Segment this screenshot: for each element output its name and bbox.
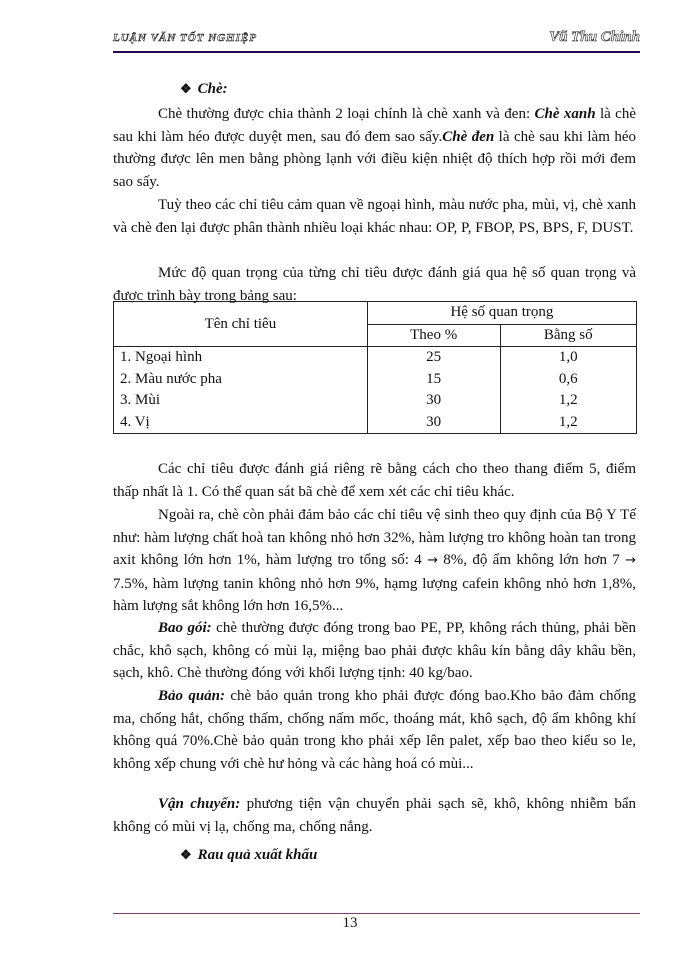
table-cell-number: 1,2	[500, 390, 636, 411]
importance-coefficient-table	[113, 301, 637, 434]
paragraph-tea-grades: Tuỳ theo các chỉ tiêu cảm quan về ngoại hình, màu nước pha, mùi, vị, chè xanh và chè đen lại được phân thành nhiều loại khác nhau: OP, P, FBOP, PS, BPS, F, DUST.	[113, 197, 636, 236]
paragraph-storage: Bảo quản: chè bảo quản trong kho phải được đóng bao.Kho bảo đảm chống ma, chống hắt, chống thấm, chống nấm mốc, thoáng mát, khô sạch, độ ẩm không khí không quá 70%.Chè bảo quản trong kho phải xếp lên palet, xếp bao theo kiểu so le, không xếp chung với chè hư hỏng và các hàng hoá có mùi...	[113, 688, 636, 772]
table-cell-number: 1,2	[500, 411, 636, 433]
label-transport: Vận chuyển:	[158, 796, 241, 812]
table-cell-percent: 15	[367, 369, 500, 390]
footer-divider	[113, 913, 640, 914]
header-thesis-title: LUẬN VĂN TỐT NGHIỆP	[113, 32, 257, 44]
paragraph-scoring: Các chỉ tiêu được đánh giá riêng rẽ bằng cách cho theo thang điểm 5, điểm thấp nhất là 1. Có thể quan sát bã chè để xem xét các chỉ tiêu khác.	[113, 461, 636, 500]
table-header-number: Bằng số	[500, 324, 636, 347]
table-row	[114, 369, 637, 390]
page-number: 13	[342, 915, 358, 931]
paragraph-packaging: Bao gói: chè thường được đóng trong bao PE, PP, không rách thủng, phải bền chắc, khô sạch, không có mùi lạ, miệng bao phải được khâu kín bằng dây khâu bền, sạch, khô. Chè thường đóng với khối lượng tịnh: 40 kg/bao.	[113, 620, 636, 682]
table-cell-number: 1,0	[500, 347, 636, 369]
diamond-bullet-icon: ❖	[180, 847, 192, 862]
paragraph-importance-intro: Mức độ quan trọng của từng chỉ tiêu được đánh giá qua hệ số quan trọng và được trình bày trong bảng sau:	[113, 265, 636, 304]
table-cell-criterion: 3. Mùi	[114, 390, 368, 411]
table-cell-percent: 25	[367, 347, 500, 369]
term-black-tea: Chè đen	[442, 128, 495, 145]
table-row	[114, 411, 637, 433]
table-header-percent: Theo %	[367, 324, 500, 347]
page-header	[113, 28, 640, 50]
header-divider	[113, 51, 640, 53]
table-row	[114, 390, 637, 411]
section-rau-qua-title: Rau quả xuất khẩu	[197, 847, 318, 863]
arrow-right-icon: →	[625, 553, 636, 569]
table-header-coefficient: Hệ số quan trọng	[367, 302, 636, 325]
table-header-row	[114, 302, 637, 325]
label-storage: Bảo quản:	[158, 688, 225, 704]
paragraph-transport: Vận chuyển: phương tiện vận chuyển phải sạch sẽ, khô, không nhiễm bẩn không có mùi vị lạ, chống ma, chống nắng.	[113, 796, 637, 835]
table-cell-criterion: 1. Ngoại hình	[114, 347, 368, 369]
paragraph-hygiene: Ngoài ra, chè còn phải đảm bảo các chỉ tiêu vệ sinh theo quy định của Bộ Y Tế như: hàm lượng chất hoà tan không nhỏ hơn 32%, hàm lượng tro không hoàn tan trong axit không lớn hơn 1%, hàm lượng tro tổng số: 4 → 8%, độ ẩm không lớn hơn 7 → 7.5%, hàm lượng tanin không nhỏ hơn 9%, hạmg lượng cafein không nhỏ hơn 1,8%, hàm lượng sắt không lớn hơn 16,5%...	[113, 507, 636, 615]
arrow-right-icon: →	[427, 553, 438, 569]
table-cell-criterion: 2. Màu nước pha	[114, 369, 368, 390]
section-che-heading	[180, 81, 228, 98]
table-cell-criterion: 4. Vị	[114, 411, 368, 433]
header-author-name: Vũ Thu Chinh	[549, 29, 640, 45]
diamond-bullet-icon: ❖	[180, 81, 192, 96]
table-cell-number: 0,6	[500, 369, 636, 390]
table-cell-percent: 30	[367, 411, 500, 433]
table-header-criterion: Tên chỉ tiêu	[114, 302, 368, 347]
label-packaging: Bao gói:	[158, 620, 212, 636]
paragraph-tea-types: Chè thường được chia thành 2 loại chính là chè xanh và đen: Chè xanh là chè sau khi làm héo được duyệt men, sau đó đem sao sấy.Chè đen là chè sau khi làm héo thường được lên men bằng phòng lạnh với điều kiện nhiệt độ thích hợp rồi mới đem sao sấy.	[113, 106, 636, 190]
table-cell-percent: 30	[367, 390, 500, 411]
section-che-title: Chè:	[197, 81, 228, 97]
table-row	[114, 347, 637, 369]
section-rau-qua-heading	[180, 847, 317, 864]
term-green-tea: Chè xanh	[534, 106, 596, 122]
